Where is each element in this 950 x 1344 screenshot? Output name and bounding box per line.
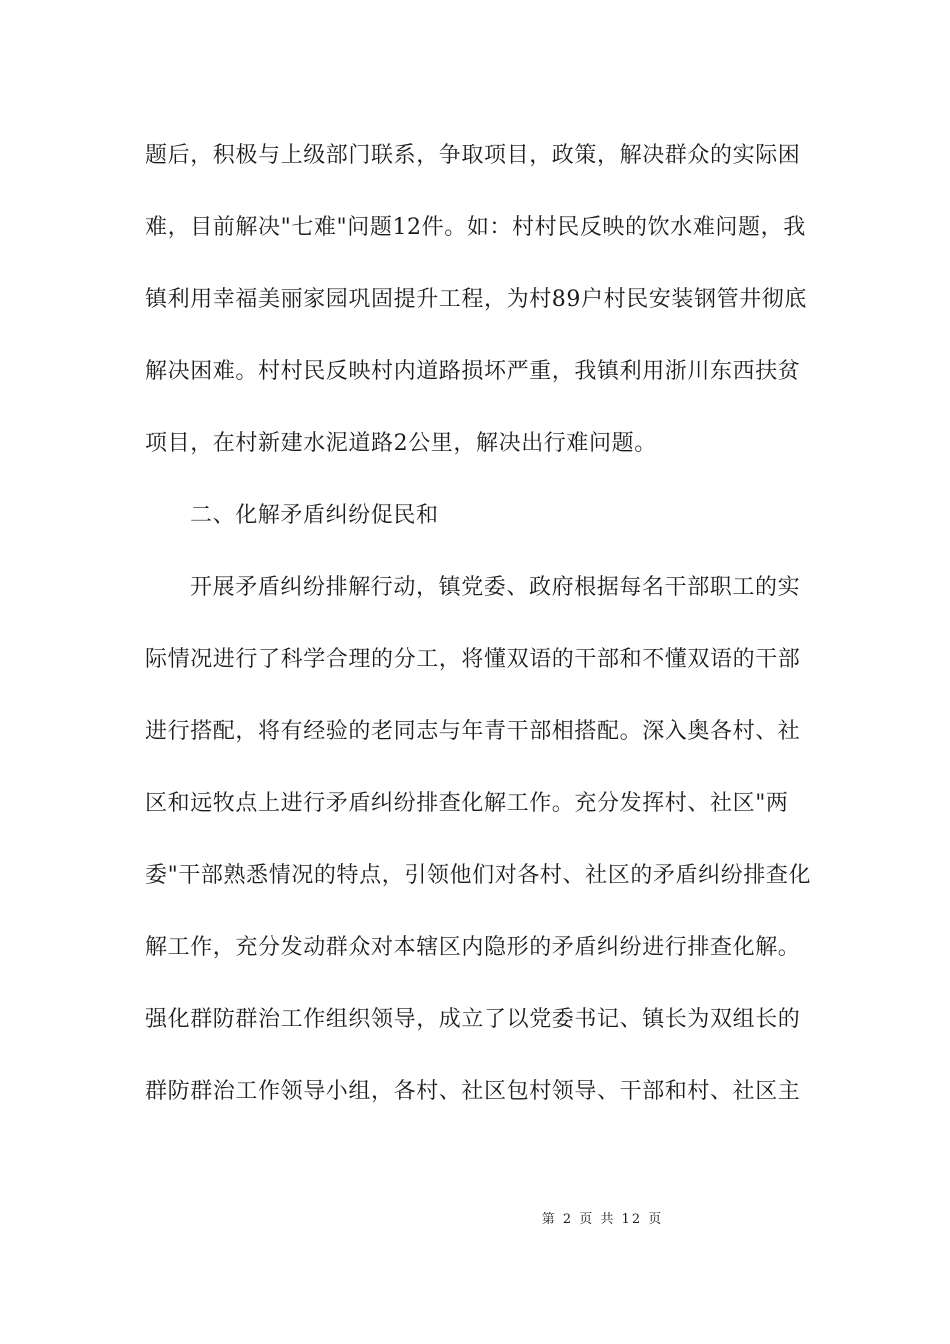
text-line: 镇利用幸福美丽家园巩固提升工程，为村89户村民安装钢管井彻底 (145, 287, 807, 312)
text-line: 解决困难。村村民反映村内道路损坏严重，我镇利用浙川东西扶贫 (145, 359, 801, 384)
document-body (145, 135, 810, 1143)
paragraph-start-line: 开展矛盾纠纷排解行动，镇党委、政府根据每名干部职工的实 (190, 575, 801, 600)
text-line: 际情况进行了科学合理的分工，将懂双语的干部和不懂双语的干部 (145, 647, 801, 672)
section-heading: 二、化解矛盾纠纷促民和 (190, 503, 439, 528)
text-line: 群防群治工作领导小组，各村、社区包村领导、干部和村、社区主 (145, 1079, 801, 1104)
text-line: 难，目前解决"七难"问题12件。如：村村民反映的饮水难问题，我 (145, 215, 806, 240)
page-number: 第 2 页 共 12 页 (541, 1212, 664, 1227)
text-line: 进行搭配，将有经验的老同志与年青干部相搭配。深入奥各村、社 (145, 719, 801, 744)
text-line: 委"干部熟悉情况的特点，引领他们对各村、社区的矛盾纠纷排查化 (145, 863, 812, 888)
page-footer (0, 1208, 950, 1227)
text-line: 解工作，充分发动群众对本辖区内隐形的矛盾纠纷进行排查化解。 (145, 935, 801, 960)
text-line: 题后，积极与上级部门联系，争取项目，政策，解决群众的实际困 (145, 143, 801, 168)
text-line: 区和远牧点上进行矛盾纠纷排查化解工作。充分发挥村、社区"两 (145, 791, 789, 816)
text-line: 项目，在村新建水泥道路2公里，解决出行难问题。 (145, 431, 657, 456)
text-line: 强化群防群治工作组织领导，成立了以党委书记、镇长为双组长的 (145, 1007, 801, 1032)
